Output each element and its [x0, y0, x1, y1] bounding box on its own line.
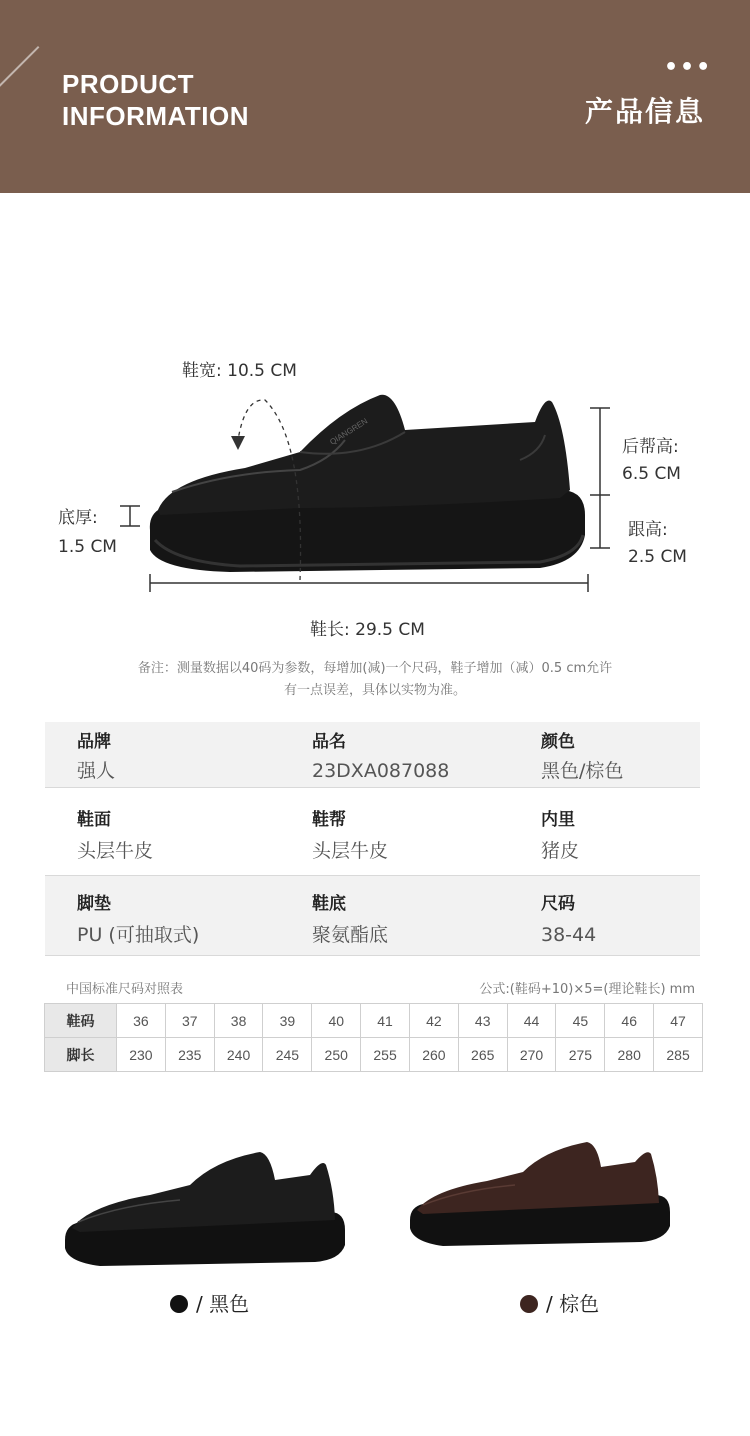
length-cell: 250	[312, 1038, 361, 1072]
spec-value: 黑色/棕色	[541, 760, 624, 782]
length-cell: 280	[605, 1038, 654, 1072]
spec-value: 头层牛皮	[312, 840, 389, 862]
shoe-side-view	[0, 340, 750, 660]
spec-label: 内里	[541, 810, 575, 830]
width-label: 鞋宽: 10.5 CM	[182, 361, 297, 381]
length-label: 鞋长: 29.5 CM	[310, 620, 425, 640]
length-cell: 275	[556, 1038, 605, 1072]
size-cell: 36	[117, 1004, 166, 1038]
size-table	[44, 1003, 703, 1072]
spec-label: 品名	[312, 732, 346, 752]
heel-height-value: 2.5 CM	[628, 547, 687, 567]
color-label-black: / 黑色	[196, 1292, 250, 1316]
size-cell: 45	[556, 1004, 605, 1038]
size-cell: 37	[165, 1004, 214, 1038]
spec-label: 鞋面	[77, 810, 111, 830]
more-dots-icon: •••	[664, 55, 713, 80]
spec-label: 鞋帮	[312, 810, 346, 830]
length-cell: 260	[409, 1038, 458, 1072]
spec-label: 鞋底	[312, 894, 346, 914]
size-row-header: 鞋码	[45, 1004, 117, 1038]
title-chinese: 产品信息	[585, 95, 706, 128]
brown-color-dot	[520, 1295, 538, 1313]
length-cell: 265	[458, 1038, 507, 1072]
spec-label: 脚垫	[77, 894, 111, 914]
heel-height-label: 跟高:	[628, 520, 668, 540]
spec-value: 23DXA087088	[312, 760, 450, 782]
spec-cell	[541, 892, 596, 950]
spec-label: 颜色	[541, 732, 575, 752]
spec-cell	[77, 730, 115, 786]
spec-row	[45, 876, 700, 956]
title-english	[62, 68, 249, 132]
title-english-line1: PRODUCT	[62, 69, 195, 99]
length-cell: 235	[165, 1038, 214, 1072]
spec-value: 猪皮	[541, 840, 580, 862]
spec-value: 聚氨酯底	[312, 924, 389, 946]
size-formula: 公式:(鞋码+10)×5=(理论鞋长) mm	[479, 982, 695, 997]
brown-shoe-image	[405, 1140, 675, 1255]
spec-cell	[312, 808, 388, 866]
spec-value: PU (可抽取式)	[77, 924, 200, 946]
color-option-brown[interactable]	[520, 1288, 599, 1317]
spec-value: 强人	[77, 760, 116, 782]
note-line2: 有一点误差，具体以实物为准。	[283, 683, 466, 698]
spec-table	[45, 722, 700, 956]
black-shoe-image	[60, 1150, 350, 1275]
size-cell: 38	[214, 1004, 263, 1038]
sole-thickness-label: 底厚:	[58, 508, 98, 528]
length-cell: 230	[117, 1038, 166, 1072]
size-cell: 47	[654, 1004, 703, 1038]
size-cell: 44	[507, 1004, 556, 1038]
back-height-value: 6.5 CM	[622, 464, 681, 484]
color-option-black[interactable]	[170, 1288, 249, 1317]
shoe-logo-text: QIANGREN	[328, 416, 370, 447]
spec-label: 尺码	[541, 894, 575, 914]
length-cell: 255	[361, 1038, 410, 1072]
length-cell: 285	[654, 1038, 703, 1072]
spec-cell	[77, 808, 153, 866]
length-cell: 245	[263, 1038, 312, 1072]
spec-cell	[312, 892, 388, 950]
size-cell: 40	[312, 1004, 361, 1038]
length-cell: 240	[214, 1038, 263, 1072]
size-cell: 41	[361, 1004, 410, 1038]
header-banner	[0, 0, 750, 193]
color-label-brown: / 棕色	[546, 1292, 600, 1316]
spec-value: 38-44	[541, 924, 597, 946]
spec-row	[45, 788, 700, 876]
spec-value: 头层牛皮	[77, 840, 154, 862]
title-english-line2: INFORMATION	[62, 101, 249, 131]
size-cell: 46	[605, 1004, 654, 1038]
spec-label: 品牌	[77, 732, 111, 752]
size-row	[45, 1004, 703, 1038]
length-cell: 270	[507, 1038, 556, 1072]
size-chart-caption: 中国标准尺码对照表	[66, 982, 184, 997]
size-cell: 43	[458, 1004, 507, 1038]
spec-cell	[541, 730, 623, 786]
dimension-diagram	[0, 340, 750, 660]
size-cell: 39	[263, 1004, 312, 1038]
size-cell: 42	[409, 1004, 458, 1038]
decorative-slash	[0, 46, 39, 104]
sole-thickness-value: 1.5 CM	[58, 537, 117, 557]
back-height-label: 后帮高:	[622, 437, 679, 457]
spec-cell	[77, 892, 199, 950]
note-line1: 备注：测量数据以40码为参数，每增加(减)一个尺码，鞋子增加（减）0.5 cm允许	[137, 661, 613, 676]
spec-row	[45, 722, 700, 788]
black-color-dot	[170, 1295, 188, 1313]
measurement-note	[60, 658, 690, 702]
spec-cell	[541, 808, 579, 866]
length-row-header: 脚长	[45, 1038, 117, 1072]
length-row	[45, 1038, 703, 1072]
spec-cell	[312, 730, 449, 786]
